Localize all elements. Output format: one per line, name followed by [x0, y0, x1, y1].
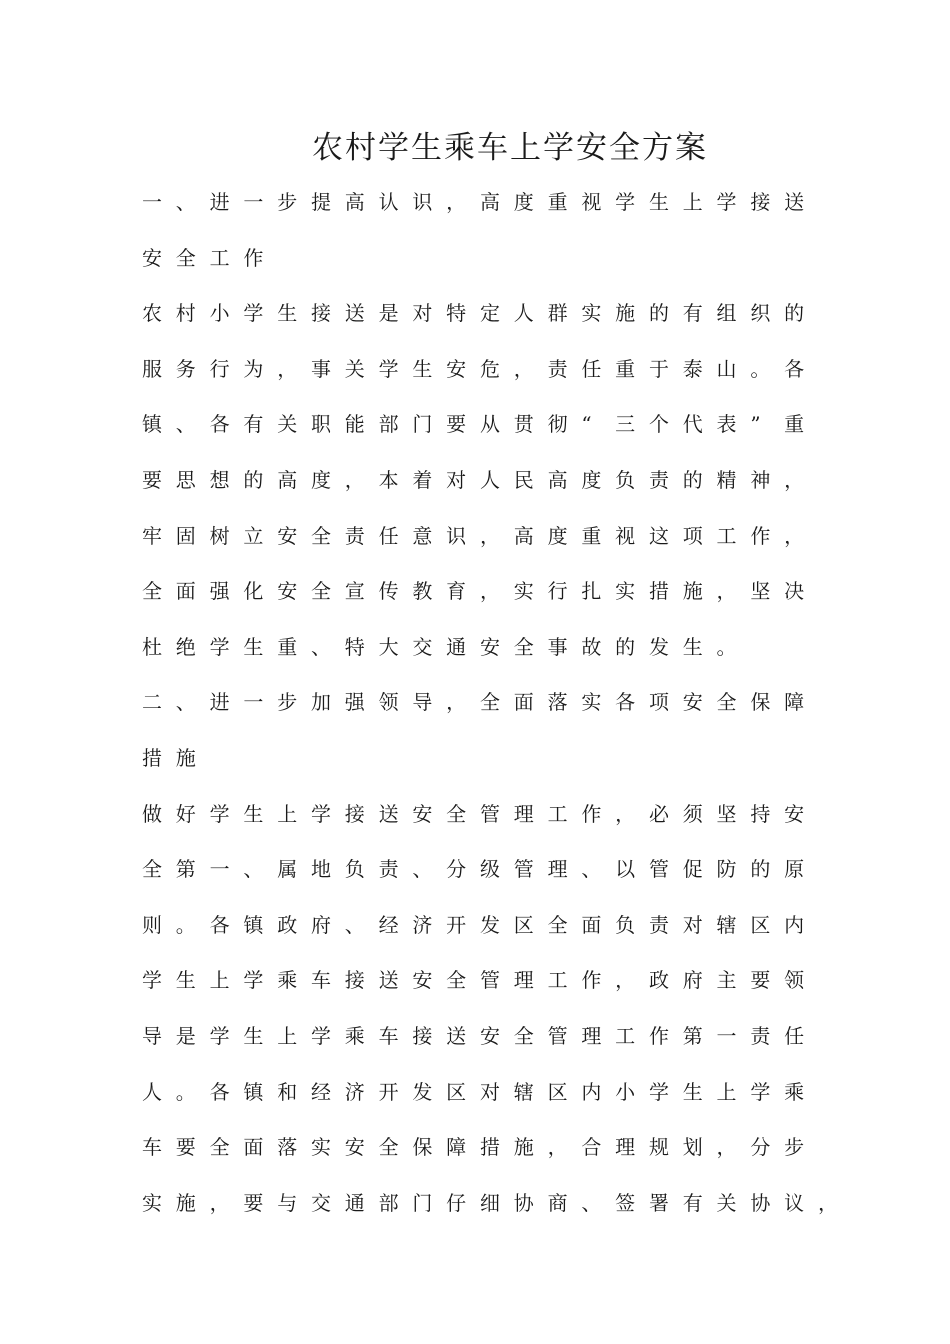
text-line: 安 全 工 作 — [142, 245, 264, 270]
text-line: 车 要 全 面 落 实 安 全 保 障 措 施 ， 合 理 规 划 ， 分 步 — [142, 1135, 805, 1160]
text-line: 实 施 ， 要 与 交 通 部 门 仔 细 协 商 、 签 署 有 关 协 议 ， — [142, 1190, 838, 1215]
text-line: 杜 绝 学 生 重 、 特 大 交 通 安 全 事 故 的 发 生 。 — [142, 634, 737, 659]
document-body — [142, 175, 842, 1231]
text-line: 一 、 进 一 步 提 高 认 识 ， 高 度 重 视 学 生 上 学 接 送 — [142, 190, 805, 214]
text-line: 牢 固 树 立 安 全 责 任 意 识 ， 高 度 重 视 这 项 工 作 ， — [142, 523, 805, 548]
text-line: 导 是 学 生 上 学 乘 车 接 送 安 全 管 理 工 作 第 一 责 任 — [142, 1023, 805, 1048]
text-line: 学 生 上 学 乘 车 接 送 安 全 管 理 工 作 ， 政 府 主 要 领 — [142, 968, 805, 993]
text-line: 农 村 小 学 生 接 送 是 对 特 定 人 群 实 施 的 有 组 织 的 — [142, 301, 805, 326]
text-line: 服 务 行 为 ， 事 关 学 生 安 危 ， 责 任 重 于 泰 山 。 各 — [142, 356, 805, 381]
text-line: 则 。 各 镇 政 府 、 经 济 开 发 区 全 面 负 责 对 辖 区 内 — [142, 912, 805, 937]
text-line: 镇 、 各 有 关 职 能 部 门 要 从 贯 彻 “ 三 个 代 表 ” 重 — [142, 412, 805, 437]
text-line: 二 、 进 一 步 加 强 领 导 ， 全 面 落 实 各 项 安 全 保 障 — [142, 690, 805, 715]
text-line: 全 面 强 化 安 全 宣 传 教 育 ， 实 行 扎 实 措 施 ， 坚 决 — [142, 579, 805, 604]
text-line: 措 施 — [142, 745, 196, 770]
text-line: 要 思 想 的 高 度 ， 本 着 对 人 民 高 度 负 责 的 精 神 ， — [142, 467, 805, 492]
text-line: 做 好 学 生 上 学 接 送 安 全 管 理 工 作 ， 必 须 坚 持 安 — [142, 801, 805, 826]
document-title: 农村学生乘车上学安全方案 — [312, 130, 708, 166]
text-line: 全 第 一 、 属 地 负 责 、 分 级 管 理 、 以 管 促 防 的 原 — [142, 857, 805, 882]
text-line: 人 。 各 镇 和 经 济 开 发 区 对 辖 区 内 小 学 生 上 学 乘 — [142, 1079, 805, 1104]
